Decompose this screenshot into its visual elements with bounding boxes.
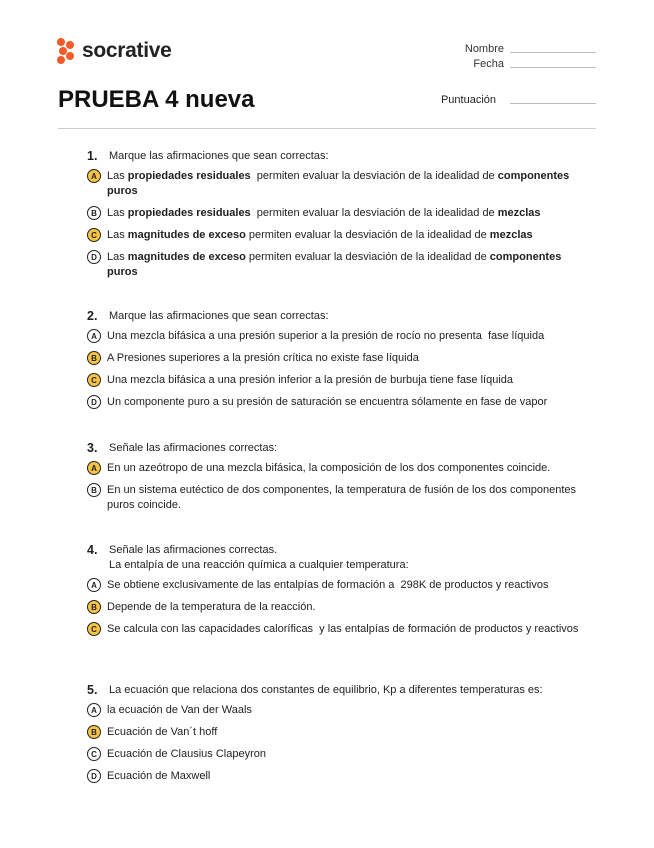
answer-text-bold: mezclas	[489, 229, 533, 241]
answer-text-bold: mezclas	[497, 207, 541, 219]
answer-text-bold: magnitudes de exceso	[127, 251, 246, 263]
date-line	[510, 67, 596, 68]
name-label: Nombre	[464, 43, 504, 55]
answer-text-part: Las	[107, 229, 128, 241]
socrative-logo-icon	[57, 38, 77, 64]
question-prompt-wrap	[109, 309, 329, 324]
answer-text	[107, 483, 587, 513]
question-header	[87, 543, 587, 573]
answer-text-part: permiten evaluar la desviación de la idealidad de	[245, 251, 490, 263]
question-number: 3.	[87, 441, 98, 455]
question-number: 5.	[87, 683, 98, 697]
date-label: Fecha	[473, 58, 504, 70]
question	[87, 683, 587, 791]
answer-text	[107, 725, 217, 740]
correct-answer-marker: B	[87, 600, 101, 614]
answer-text	[107, 703, 252, 718]
answer-option	[87, 228, 587, 243]
answer-letter-marker: B	[87, 206, 101, 220]
score-line	[510, 103, 596, 104]
answer-text	[107, 395, 547, 410]
answer-option	[87, 169, 587, 199]
answer-text	[107, 769, 210, 784]
question-header	[87, 441, 587, 456]
correct-answer-marker: A	[87, 461, 101, 475]
answer-text	[107, 622, 578, 637]
answer-option	[87, 703, 587, 718]
answer-option	[87, 622, 587, 637]
answer-text-part: la ecuación de Van der Waals	[107, 704, 252, 716]
question-prompt: Marque las afirmaciones que sean correctas:	[109, 310, 329, 322]
answer-option	[87, 461, 587, 476]
question	[87, 441, 587, 520]
answer-option	[87, 373, 587, 388]
question-prompt-secondary: La entalpía de una reacción química a cualquier temperatura:	[109, 559, 409, 571]
question-prompt: Marque las afirmaciones que sean correctas:	[109, 150, 329, 162]
question-prompt-wrap	[109, 543, 409, 573]
answer-option	[87, 769, 587, 784]
answer-text-part: Ecuación de Clausius Clapeyron	[107, 748, 266, 760]
date-row	[465, 55, 596, 70]
answer-letter-marker: B	[87, 483, 101, 497]
answer-letter-marker: D	[87, 250, 101, 264]
question-number: 1.	[87, 149, 98, 163]
question-header	[87, 683, 587, 698]
answer-text-part: permiten evaluar la desviación de la idealidad de	[250, 170, 498, 182]
answer-option	[87, 206, 587, 221]
answer-text	[107, 461, 550, 476]
answer-text-part: Las	[107, 251, 128, 263]
answer-letter-marker: C	[87, 747, 101, 761]
question-number: 2.	[87, 309, 98, 323]
answer-text	[107, 169, 587, 199]
answer-text-part: permiten evaluar la desviación de la idealidad de	[245, 229, 490, 241]
answer-text	[107, 228, 533, 243]
answer-text-part: Depende de la temperatura de la reacción.	[107, 601, 316, 613]
answer-letter-marker: A	[87, 578, 101, 592]
answer-text	[107, 600, 316, 615]
answer-text-part: En un azeótropo de una mezcla bifásica, la composición de los dos componentes coincide.	[107, 462, 551, 474]
answer-letter-marker: A	[87, 329, 101, 343]
answer-letter-marker: D	[87, 769, 101, 783]
answer-option	[87, 351, 587, 366]
brand-name: socrative	[82, 39, 172, 62]
answer-text-part: Un componente puro a su presión de saturación se encuentra sólamente en fase de vapor	[107, 396, 548, 408]
answer-text-part: Ecuación de Van´t hoff	[107, 726, 218, 738]
answer-option	[87, 725, 587, 740]
answer-text-bold: magnitudes de exceso	[127, 229, 246, 241]
answer-text-part: permiten evaluar la desviación de la idealidad de	[250, 207, 498, 219]
answer-text	[107, 329, 544, 344]
answer-option	[87, 395, 587, 410]
answer-text-bold: componentes puros	[107, 251, 565, 278]
socrative-logo	[57, 38, 172, 64]
question-prompt-wrap	[109, 441, 277, 456]
answer-text-part: Una mezcla bifásica a una presión superior a la presión de rocío no presenta fase líquida	[107, 330, 545, 342]
name-row	[465, 40, 596, 55]
name-line	[510, 52, 596, 53]
header-divider	[58, 128, 596, 129]
answer-option	[87, 747, 587, 762]
question-prompt: Señale las afirmaciones correctas.	[109, 544, 278, 556]
question-prompt: Señale las afirmaciones correctas:	[109, 442, 278, 454]
answer-text	[107, 747, 266, 762]
score-label: Puntuación	[440, 94, 496, 106]
answer-option	[87, 578, 587, 593]
question	[87, 309, 587, 417]
answer-text-bold: propiedades residuales	[127, 207, 251, 219]
student-info	[465, 40, 596, 70]
correct-answer-marker: C	[87, 373, 101, 387]
question-number: 4.	[87, 543, 98, 557]
correct-answer-marker: B	[87, 725, 101, 739]
answer-option	[87, 483, 587, 513]
answer-text-part: Se obtiene exclusivamente de las entalpías de formación a 298K de productos y reactivos	[107, 579, 549, 591]
score-row	[441, 94, 596, 106]
answer-text-bold: componentes puros	[107, 170, 573, 197]
answer-text	[107, 373, 513, 388]
answer-option	[87, 329, 587, 344]
answer-text-part: Las	[107, 170, 128, 182]
answer-letter-marker: A	[87, 703, 101, 717]
correct-answer-marker: C	[87, 622, 101, 636]
answer-text-bold: propiedades residuales	[127, 170, 251, 182]
correct-answer-marker: A	[87, 169, 101, 183]
answer-text-part: A Presiones superiores a la presión crítica no existe fase líquida	[107, 352, 419, 364]
question-prompt-wrap	[109, 683, 543, 698]
correct-answer-marker: B	[87, 351, 101, 365]
question-prompt: La ecuación que relaciona dos constantes de equilibrio, Kp a diferentes temperaturas es:	[109, 684, 543, 696]
question-header	[87, 309, 587, 324]
answer-text-part: Una mezcla bifásica a una presión inferior a la presión de burbuja tiene fase líquida	[107, 374, 514, 386]
answer-letter-marker: D	[87, 395, 101, 409]
page-title: PRUEBA 4 nueva	[58, 86, 255, 113]
question-prompt-wrap	[109, 149, 329, 164]
answer-text	[107, 578, 548, 593]
correct-answer-marker: C	[87, 228, 101, 242]
answer-option	[87, 250, 587, 280]
question	[87, 149, 587, 287]
answer-option	[87, 600, 587, 615]
answer-text-part: Ecuación de Maxwell	[107, 770, 211, 782]
answer-text	[107, 206, 541, 221]
answer-text-part: Se calcula con las capacidades caloríficas y las entalpías de formación de productos y reactivos	[107, 623, 579, 635]
question-header	[87, 149, 587, 164]
answer-text-part: Las	[107, 207, 128, 219]
answer-text-part: En un sistema eutéctico de dos componentes, la temperatura de fusión de los dos componentes puros coincide.	[107, 484, 580, 511]
question	[87, 543, 587, 644]
answer-text	[107, 351, 419, 366]
answer-text	[107, 250, 587, 280]
